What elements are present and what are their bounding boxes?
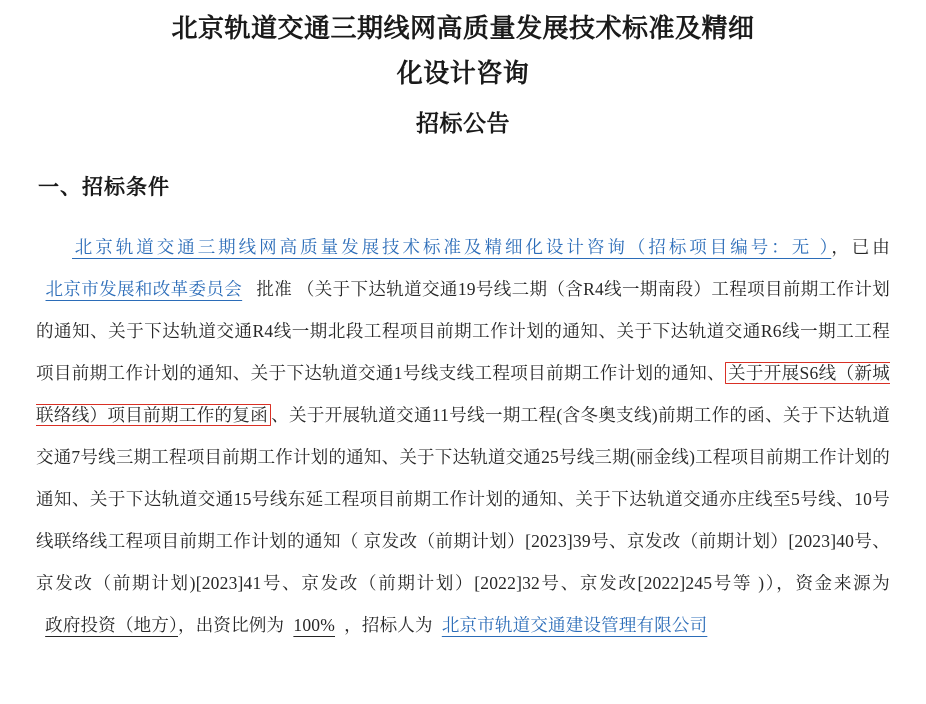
- highlighted-annotation: 关于开展S6线（新城联络线）项目前期工作的复函: [36, 363, 890, 425]
- text-after-highlight: 、关于开展轨道交通11号线一期工程(含冬奥支线)前期工作的函、关于下达轨道交通7号线三期工程项目前期工作计划的通知、关于下达轨道交通25号线三期(丽金线)工程项目前期工作计划的通知、关于下达轨道交通15号线东延工程项目前期工作计划的通知、关于下达轨道交通亦庄线至5号线、10号线联络线工程项目前期工作计划的通知（ 京发改（前期计划）[2023]39号、京发改（前期计划）[2023]40号、京发改（前期计划)[2023]41号、京发改（前期计划）[2022]32号、京发改[2022]245号等 )），资金来源为: [36, 405, 891, 593]
- text-after-project: ，已由: [831, 237, 890, 257]
- funding-ratio-value: 100%: [293, 615, 336, 635]
- spacer-6: [433, 615, 442, 635]
- page-title-line2: 化设计咨询: [396, 59, 530, 88]
- spacer-3: [36, 615, 45, 635]
- text-ratio-label: ，出资比例为: [178, 615, 285, 635]
- page-title-line1: 北京轨道交通三期线网高质量发展技术标准及精细: [171, 14, 755, 43]
- spacer-4: [284, 615, 293, 635]
- page-title: [36, 6, 890, 96]
- text-tenderer-label: ，招标人为: [344, 615, 433, 635]
- body-paragraph: [36, 226, 890, 646]
- spacer-1: [36, 279, 46, 299]
- text-approval-list: 批准 （关于下达轨道交通19号线二期（含R4线一期南段）工程项目前期工作计划的通知、关于下达轨道交通R4线一期北段工程项目前期工作计划的通知、关于下达轨道交通R6线一期工工程项目前期工作计划的通知、关于下达轨道交通1号线支线工程项目前期工作计划的通知、: [36, 279, 890, 383]
- document-subtitle: 招标公告: [416, 111, 510, 136]
- spacer-5: [335, 615, 344, 635]
- section-heading-bid-conditions: 一、招标条件: [38, 175, 170, 199]
- project-name-link[interactable]: 北京轨道交通三期线网高质量发展技术标准及精细化设计咨询（招标项目编号：无 ）: [72, 237, 832, 257]
- approver-link[interactable]: 北京市发展和改革委员会: [45, 279, 243, 299]
- funding-source-value: 政府投资（地方）: [45, 615, 179, 635]
- spacer-2: [242, 279, 256, 299]
- tenderer-link[interactable]: 北京市轨道交通建设管理有限公司: [441, 615, 708, 635]
